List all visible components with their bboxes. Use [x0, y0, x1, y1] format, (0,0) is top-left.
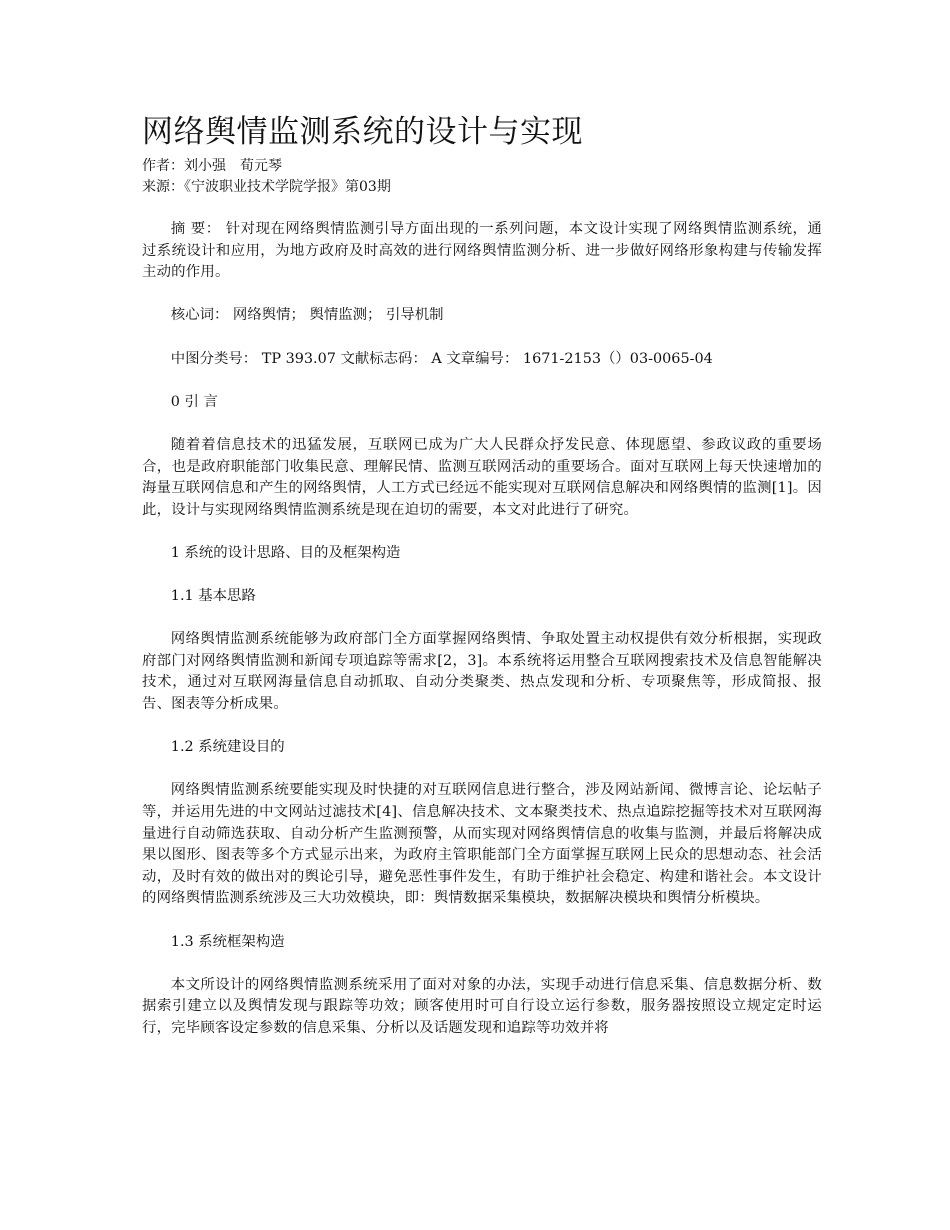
section-1-2-paragraph: 网络舆情监测系统要能实现及时快捷的对互联网信息进行整合，涉及网站新闻、微博言论、论坛帖子等，并运用先进的中文网站过滤技术[4]、信息解决技术、文本聚类技术、热点追踪挖掘等技术对互联网海量进行自动筛选获取、自动分析产生监测预警，从而实现对网络舆情信息的收集与监测，并最后将解决成果以图形、图表等多个方式显示出来，为政府主管职能部门全方面掌握互联网上民众的思想动态、社会活动，及时有效的做出对的舆论引导，避免恶性事件发生，有助于维护社会稳定、构建和谐社会。本文设计的网络舆情监测系统涉及三大功效模块，即：舆情数据采集模块，数据解决模块和舆情分析模块。 — [142, 782, 822, 907]
abstract-paragraph: 摘 要： 针对现在网络舆情监测引导方面出现的一系列问题，本文设计实现了网络舆情监测系统，通过系统设计和应用，为地方政府及时高效的进行网络舆情监测分析、进一步做好网络形象构建与传输发挥主动的作用。 — [142, 221, 822, 281]
section-1-3-heading: 1.3 系统框架构造 — [170, 933, 285, 950]
section-1-1-heading: 1.1 基本思路 — [170, 588, 256, 605]
document-page — [142, 110, 822, 1061]
author-line: 作者：刘小强 荀元琴 — [142, 158, 282, 174]
section-1-1-paragraph: 网络舆情监测系统能够为政府部门全方面掌握网络舆情、争取处置主动权提供有效分析根据，实现政府部门对网络舆情监测和新闻专项追踪等需求[2，3]。本系统将运用整合互联网搜索技术及信息智能解决技术，通过对互联网海量信息自动抓取、自动分类聚类、热点发现和分析、专项聚焦等，形成简报、报告、图表等分析成果。 — [142, 631, 822, 713]
source-line: 来源：《宁波职业技术学院学报》第03期 — [142, 179, 391, 195]
section-1-3-paragraph: 本文所设计的网络舆情监测系统采用了面对对象的办法，实现手动进行信息采集、信息数据分析、数据索引建立以及舆情发现与跟踪等功效；顾客使用时可自行设立运行参数，服务器按照设立规定定时运行，完毕顾客设定参数的信息采集、分析以及话题发现和追踪等功效并将 — [142, 976, 822, 1036]
classification-line: 中图分类号： TP 393.07 文献标志码： A 文章编号： 1671-2153（）03-0065-04 — [170, 350, 713, 367]
section-1-heading: 1 系统的设计思路、目的及框架构造 — [170, 544, 401, 561]
document-title: 网络舆情监测系统的设计与实现 — [142, 114, 583, 150]
spacer — [142, 198, 822, 219]
section-0-heading: 0 引 言 — [170, 393, 218, 410]
keywords-line: 核心词： 网络舆情； 舆情监测； 引导机制 — [170, 307, 444, 324]
section-1-2-heading: 1.2 系统建设目的 — [170, 739, 285, 756]
section-0-paragraph: 随着着信息技术的迅猛发展，互联网已成为广大人民群众抒发民意、体现愿望、参政议政的重要场合，也是政府职能部门收集民意、理解民情、监测互联网活动的重要场合。面对互联网上每天快速增加的海量互联网信息和产生的网络舆情，人工方式已经远不能实现对互联网信息解决和网络舆情的监测[1]。因此，设计与实现网络舆情监测系统是现在迫切的需要，本文对此进行了研究。 — [142, 436, 822, 518]
